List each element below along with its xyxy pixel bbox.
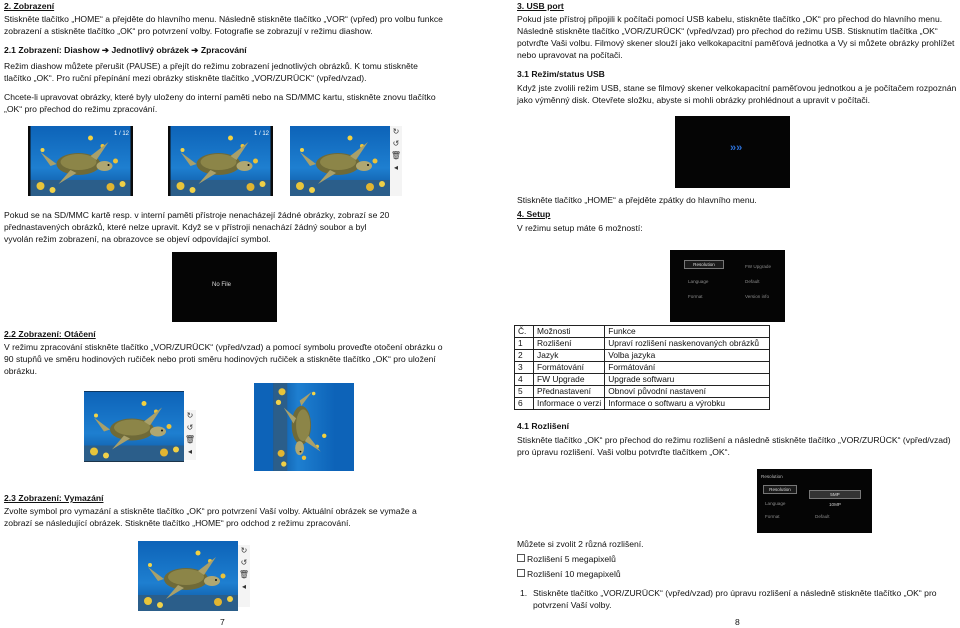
section-2-text: Stiskněte tlačítko „HOME“ a přejděte do hlavního menu. Následně stiskněte tlačítko „VOR“ (vpřed) pro volbu funkce zobrazení a stiskněte tlačítko „OK“ pro potvrzení volby. Fotografie se zobrazují v režimu diashow. — [4, 14, 443, 36]
rotate-right-icon[interactable]: ↻ — [392, 127, 400, 136]
delete-icon[interactable]: 🗑 — [238, 570, 250, 579]
back-icon[interactable]: ◂ — [393, 163, 398, 172]
resolution-5mp-label: Rozlišení 5 megapixelů — [527, 554, 616, 564]
menu-format[interactable]: Format — [765, 514, 780, 519]
rotate-photo — [84, 391, 184, 462]
option-5mp[interactable]: 5MP — [809, 490, 861, 499]
section-4-text: V režimu setup máte 6 možností: — [517, 223, 643, 233]
section-2-2-title: 2.2 Zobrazení: Otáčení — [4, 329, 96, 339]
table-cell: 6 — [515, 398, 534, 410]
photo-counter: 1 / 12 — [113, 131, 129, 137]
table-cell: 3 — [515, 362, 534, 374]
table-cell: 1 — [515, 338, 534, 350]
section-4-1-title: 4.1 Rozlišení — [517, 421, 570, 431]
resolution-screen — [757, 469, 872, 533]
rotate-toolbar — [184, 410, 196, 460]
section-2-1-text: Režim diashow můžete přerušit (PAUSE) a přejít do režimu zobrazení jednotlivých obrázků. K tomu stiskněte tlačítko „OK“. Pro ruční přepínání mezi obrázky stiskněte tlačítko „VOR/ZURÜCK“ (vpřed/vzad). — [4, 61, 418, 83]
table-row — [515, 386, 770, 398]
section-3-text: Pokud jste přístroj připojili k počítači pomocí USB kabelu, stiskněte tlačítko „OK“ pro přechod do hlavního menu. Následně stiskněte tlačítko „VOR/ZURÜCK“ (vpřed/vzad) pro přechod do režimu USB. Stisknutím tlačítka „OK“ potvrďte Vaši volbu. Filmový skener slouží jako velkokapacitní paměťová jednotka a Vy si můžete obrázky prohlížet nebo upravovat na počítači. — [517, 14, 955, 60]
setup-options-table — [514, 325, 770, 410]
edit-toolbar — [390, 126, 402, 196]
resolution-5mp-option — [517, 553, 616, 565]
rotate-left-icon[interactable]: ↺ — [240, 558, 248, 567]
usb-screen — [675, 116, 790, 188]
table-header-cell: Č. — [515, 326, 534, 338]
back-icon[interactable]: ◂ — [241, 582, 246, 591]
section-3-title: 3. USB port — [517, 1, 564, 11]
table-header-cell: Možnosti — [534, 326, 605, 338]
slideshow-photo — [28, 126, 133, 196]
resolution-10mp-option — [517, 568, 621, 580]
step-number: 1. — [520, 588, 528, 598]
table-row — [515, 350, 770, 362]
submenu-title: Resolution — [761, 474, 783, 479]
table-cell: Informace o softwaru a výrobku — [605, 398, 770, 410]
table-cell: Volba jazyka — [605, 350, 770, 362]
step-1-text: Stiskněte tlačítko „VOR/ZURÜCK“ (vpřed/vzad) pro úpravu rozlišení a následně stiskněte tlačítko „OK“ pro potvrzení Vaší volby. — [533, 588, 937, 610]
option-10mp[interactable]: 10MP — [829, 502, 842, 507]
table-cell: Jazyk — [534, 350, 605, 362]
menu-format[interactable]: Format — [688, 294, 703, 299]
menu-default[interactable]: Default — [745, 279, 760, 284]
rotated-photo — [254, 383, 354, 471]
table-cell: Formátování — [605, 362, 770, 374]
rotate-right-icon[interactable]: ↻ — [240, 546, 248, 555]
section-4-1-text: Stiskněte tlačítko „OK“ pro přechod do režimu rozlišení a následně stiskněte tlačítko „VOR/ZURÜCK“ (vpřed/vzad) pro úpravu rozlišení. Vaši volbu potvrďte tlačítkem „OK“. — [517, 435, 951, 457]
delete-icon[interactable]: 🗑 — [184, 435, 196, 444]
menu-language[interactable]: Language — [688, 279, 709, 284]
menu-language[interactable]: Language — [765, 501, 786, 506]
menu-resolution[interactable]: Resolution — [763, 485, 797, 494]
menu-fw-upgrade[interactable]: FW Upgrade — [745, 264, 772, 269]
section-3-1-title: 3.1 Režim/status USB — [517, 69, 605, 79]
table-cell: 5 — [515, 386, 534, 398]
rotate-right-icon[interactable]: ↻ — [186, 411, 194, 420]
table-row — [515, 374, 770, 386]
table-cell: Rozlišení — [534, 338, 605, 350]
table-cell: Upraví rozlišení naskenovaných obrázků — [605, 338, 770, 350]
page-number-right: 8 — [735, 617, 740, 627]
rotate-left-icon[interactable]: ↺ — [392, 139, 400, 148]
menu-version[interactable]: Version info — [745, 294, 770, 299]
no-images-text: Pokud se na SD/MMC kartě resp. v interní paměti přístroje nenacházejí žádné obrázky, zobrazí se 20 přednastavených obrázků, které nelze upravit. Když se v přístroji nenachází žádný soubor a byl vyvolán režim zobrazení, na obrazovce se objeví odpovídající symbol. — [4, 210, 390, 244]
table-row — [515, 338, 770, 350]
menu-default[interactable]: Default — [815, 514, 830, 519]
table-cell: Informace o verzi — [534, 398, 605, 410]
checkbox-icon — [517, 554, 525, 562]
table-cell: FW Upgrade — [534, 374, 605, 386]
delete-toolbar — [238, 545, 250, 607]
delete-icon[interactable]: 🗑 — [390, 151, 402, 160]
section-2-1-title: 2.1 Zobrazení: Diashow ➔ Jednotlivý obrázek ➔ Zpracování — [4, 45, 247, 55]
table-cell: 4 — [515, 374, 534, 386]
table-row — [515, 398, 770, 410]
back-icon[interactable]: ◂ — [187, 447, 192, 456]
resolution-choice: Můžete si zvolit 2 různá rozlišení. — [517, 539, 644, 549]
section-3-1-text: Když jste zvolili režim USB, stane se filmový skener velkokapacitní paměťovou jednotkou a je počítačem rozpoznán jako výměnný disk. Otevřete složku, abyste si mohli obrázky prohlédnout a upravit v počítači. — [517, 83, 957, 105]
single-photo — [168, 126, 273, 196]
photo-counter-2: 1 / 12 — [253, 131, 269, 137]
table-cell: Obnoví původní nastavení — [605, 386, 770, 398]
section-4-title: 4. Setup — [517, 209, 551, 219]
table-cell: Formátování — [534, 362, 605, 374]
table-cell: Upgrade softwaru — [605, 374, 770, 386]
delete-photo — [138, 541, 238, 611]
table-cell: 2 — [515, 350, 534, 362]
setup-menu-screen — [670, 250, 785, 322]
rotate-left-icon[interactable]: ↺ — [186, 423, 194, 432]
usb-arrows: »» — [730, 142, 743, 154]
checkbox-icon — [517, 569, 525, 577]
edit-photo — [290, 126, 390, 196]
table-cell: Přednastavení — [534, 386, 605, 398]
page-number-left: 7 — [220, 617, 225, 627]
no-file-label: No File — [212, 282, 232, 288]
no-file-screen — [172, 252, 277, 322]
section-2-3-text: Zvolte symbol pro vymazání a stiskněte tlačítko „OK“ pro potvrzení Vaší volby. Aktuální obrázek se vymaže a zobrazí se následující obrázek. Stiskněte tlačítko „HOME“ pro odchod z režimu zpracování. — [4, 506, 417, 528]
table-row — [515, 362, 770, 374]
section-2-1-text-2: Chcete-li upravovat obrázky, které byly uloženy do interní paměti nebo na SD/MMC kartu, stiskněte znovu tlačítko „OK“ pro přechod do režimu zpracování. — [4, 92, 436, 114]
table-header-cell: Funkce — [605, 326, 770, 338]
table-header — [515, 326, 770, 338]
section-2-2-text: V režimu zpracování stiskněte tlačítko „VOR/ZURÜCK“ (vpřed/vzad) a pomocí symbolu proveďte otočení obrázku o 90 stupňů ve směru hodinových ručiček nebo proti směru hodinových ručiček a stiskněte tlačítko „OK“ pro uložení obrázku. — [4, 342, 443, 376]
menu-resolution[interactable]: Resolution — [684, 260, 724, 269]
resolution-10mp-label: Rozlišení 10 megapixelů — [527, 569, 621, 579]
section-2-title: 2. Zobrazení — [4, 1, 55, 11]
section-4-intro: Stiskněte tlačítko „HOME“ a přejděte zpátky do hlavního menu. — [517, 195, 757, 205]
section-2-3-title: 2.3 Zobrazení: Vymazání — [4, 493, 104, 503]
